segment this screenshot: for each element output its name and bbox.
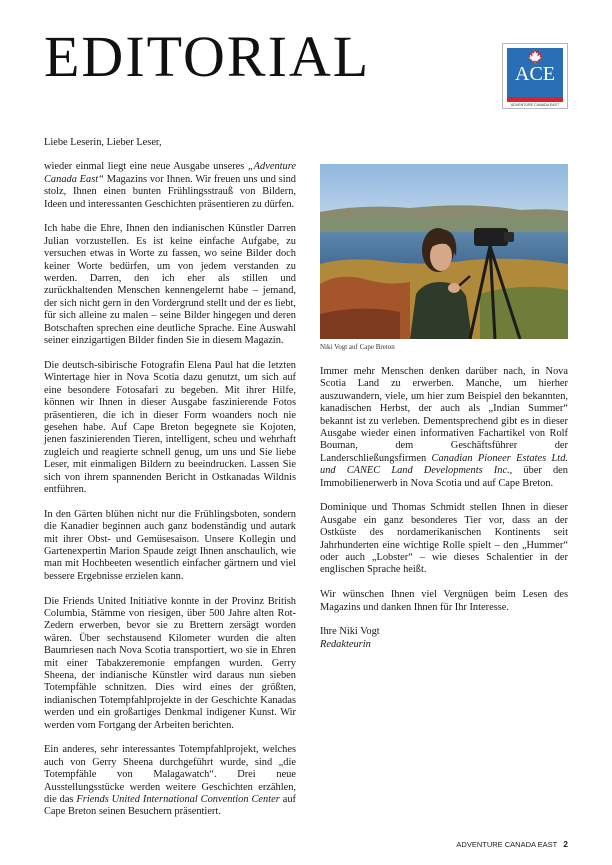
paragraph-darren-julian: Ich habe die Ehre, Ihnen den indianischen Künstler Darren Julian vorzustellen. Es ist keine einfache Aufgabe, zu versuchen etwas in Worte zu fassen, wo seine Bilder doch keiner Worte bedürfen, um von jedem verstanden zu werden. Darren, den ich eher als stillen und zurückhaltenden Menschen kennengelernt habe – jemand, der sich nicht gern in den Vordergrund stellt und der es liebt, für sich alleine zu malen – seine Bilder hingegen und deren Botschaften sprechen eine deutliche Sprache. Eine Auswahl seiner einzigartigen Bilder finden Sie in diesem Magazin. — [44, 223, 296, 347]
paragraph-closing: Wir wünschen Ihnen viel Vergnügen beim Lesen des Magazins und danken Ihnen für Ihr Interesse. — [320, 589, 568, 613]
signature-role: Redakteurin — [320, 638, 371, 650]
ace-logo — [502, 43, 568, 109]
page-footer — [456, 839, 568, 849]
paragraph-intro: wieder einmal liegt eine neue Ausgabe unseres „Adventure Canada East“ Magazins vor Ihnen. Wir freuen uns und sind stolz, Ihnen einen bunten Frühlingsstrauß von Bildern, Ideen und interessanten Geschichten präsentieren zu dürfen. — [44, 161, 296, 210]
paragraph-land: Immer mehr Menschen denken darüber nach, in Nova Scotia Land zu erwerben. Manche, um hierher auszuwandern, viele, um hier zum Beispiel den bekannten, kanadischen Herbst, der auch als „Indian Summer“ bekannt ist zu verleben. Dementsprechend gibt es in dieser Ausgabe wieder einen informativen Fachartikel von Rolf Bouman, dem Geschäftsführer der Landerschließungsfirmen Canadian Pioneer Estates Ltd. und CANEC Land Developments Inc., über den Immobilienerwerb in Nova Scotia und auf Cape Breton. — [320, 366, 568, 489]
footer-magazine-name: ADVENTURE CANADA EAST — [456, 840, 558, 849]
page-number: 2 — [563, 839, 568, 849]
signature — [320, 626, 568, 651]
landscape-photo — [320, 164, 568, 339]
logo-wordmark: ACE — [515, 63, 555, 85]
photo-caption: Niki Vogt auf Cape Breton — [320, 343, 395, 351]
paragraph-elena-paul: Die deutsch-sibirische Fotografin Elena Paul hat die letzten Wintertage hier in Nova Scotia dazu genutzt, um sich auf eine besondere Fotosafari zu begeben. Mit ihrer Hilfe, können wir Ihnen in dieser Ausgabe faszinierende Fotos präsentieren, die ich in dieser Form woanders noch nie gesehen habe. Auf Cape Breton begegnete sie Kojoten, jenen faszinierenden Tieren, intelligent, scheu und wehrhaft zugleich und reagierte schnell genug, um uns und Sie liebe Leser, mit einmaligen Bildern zu beeindrucken. Lassen Sie sich von ihrem spannenden Bericht in Ostkanadas Wildnis entführen. — [44, 359, 296, 495]
paragraph-lobster: Dominique und Thomas Schmidt stellen Ihnen in dieser Ausgabe ein ganz besonderes Tier vor, dass an der Ostküste des nordamerikanischen Kontinents seit Jahrhunderten eine wichtige Rolle spielt – den „Hummer“ oder auch „Lobster“ – wie dieses Schalentier in der englischen Sprache heißt. — [320, 502, 568, 576]
greeting: Liebe Leserin, Lieber Leser, — [44, 137, 162, 148]
paragraph-malagawatch: Ein anderes, sehr interessantes Totempfahlprojekt, welches auch von Gerry Sheena durchgeführt wurde, sind „die Totempfähle von Malagawatch“. Drei neue Ausstellungsstücke werden weitere Geschichten erzählen, die das Friends United International Convention Center auf Cape Breton seinen Besuchern präsentiert. — [44, 744, 296, 818]
page-title: EDITORIAL — [44, 24, 371, 89]
photo-niki-vogt — [320, 164, 568, 339]
paragraph-friends-united: Die Friends United Initiative konnte in der Provinz British Columbia, Stämme von riesigen, über 500 Jahre alten Rot-Zedern erwerben, bevor sie zu Brettern zersägt worden wären. Über sechstausend Kilometer wurden die alten Baumriesen nach Nova Scotia transportiert, wo sie in Ehren mit einer Tabakzeremonie empfangen wurden. Gerry Sheena, der indianische Künstler wird daraus nun sieben Totempfähle schnitzen. Dies wird eines der größten, indianischen Totempfahlprojekte in der Geschichte Kanadas werden und ein großartiges Denkmal indigener Kunst. Wir werden vom Fortgang der Arbeiten berichten. — [44, 595, 296, 731]
company-names: Canadian Pioneer Estates Ltd. und CANEC Land Developments Inc. — [320, 452, 568, 477]
logo-tagline: ADVENTURE CANADA EAST — [510, 103, 560, 107]
maple-leaf-icon — [525, 50, 545, 64]
paragraph-garden: In den Gärten blühen nicht nur die Frühlingsboten, sondern die Kanadier beginnen auch ganz bodenständig und autark mit ihrer Obst- und Gemüsesaison. Unsere Kollegin und Gartenexpertin Marion Spaude zeigt Ihnen anschaulich, wie man mit Hochbeeten wesentlich einfacher gärtnern und viel bessere Ergebnisse erzielen kann. — [44, 508, 296, 582]
right-column — [320, 366, 568, 664]
signature-name: Ihre Niki Vogt — [320, 626, 380, 638]
left-column — [44, 137, 296, 831]
magazine-name: „Adventure Canada East“ — [44, 161, 296, 185]
